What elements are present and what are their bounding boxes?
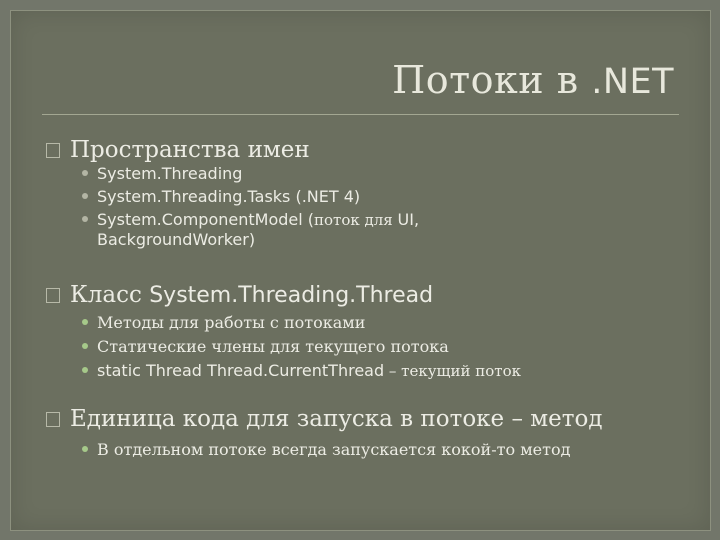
list-item-text: Статические члены для текущего потока	[97, 337, 449, 356]
list-item-text: Методы для работы с потоками	[97, 313, 366, 332]
bullet-icon	[82, 319, 88, 325]
bullet-icon	[82, 343, 88, 349]
checkbox-bullet-icon	[46, 288, 60, 303]
section-heading: Класс	[70, 282, 150, 308]
title-main: Потоки в	[392, 58, 592, 102]
bullet-icon	[82, 193, 88, 199]
list-item	[82, 313, 365, 332]
section-execution-unit	[46, 406, 603, 432]
slide-title	[392, 58, 674, 102]
section-thread-class	[46, 282, 433, 308]
bullet-icon	[82, 446, 88, 452]
list-item-text: поток для	[314, 211, 398, 229]
list-item	[82, 210, 419, 249]
list-item-text: В отдельном потоке всегда запускается кокой-то метод	[97, 440, 571, 459]
list-item-text: System.Threading	[97, 164, 243, 183]
checkbox-bullet-icon	[46, 143, 60, 158]
section-namespaces	[46, 137, 310, 163]
list-item-text: BackgroundWorker)	[97, 230, 256, 249]
list-item-text: System.Threading.Tasks (.NET 4)	[97, 187, 361, 206]
list-item	[82, 337, 449, 356]
list-item	[82, 187, 360, 206]
list-item-text: static Thread Thread.CurrentThread	[97, 361, 385, 380]
section-heading-code: System.Threading.Thread	[149, 283, 434, 308]
checkbox-bullet-icon	[46, 412, 60, 427]
list-item-text: – текущий поток	[384, 362, 521, 380]
section-heading: Единица кода для запуска в потоке – метод	[70, 406, 603, 432]
list-item	[82, 440, 570, 459]
title-net: .NET	[591, 62, 674, 102]
section-heading: Пространства имен	[70, 137, 310, 163]
bullet-icon	[82, 367, 88, 373]
list-item-text: UI,	[397, 210, 420, 229]
bullet-icon	[82, 216, 88, 222]
title-divider	[42, 114, 679, 115]
list-item	[82, 164, 242, 183]
list-item-text: System.ComponentModel (	[97, 210, 315, 229]
bullet-icon	[82, 170, 88, 176]
list-item	[82, 361, 521, 381]
